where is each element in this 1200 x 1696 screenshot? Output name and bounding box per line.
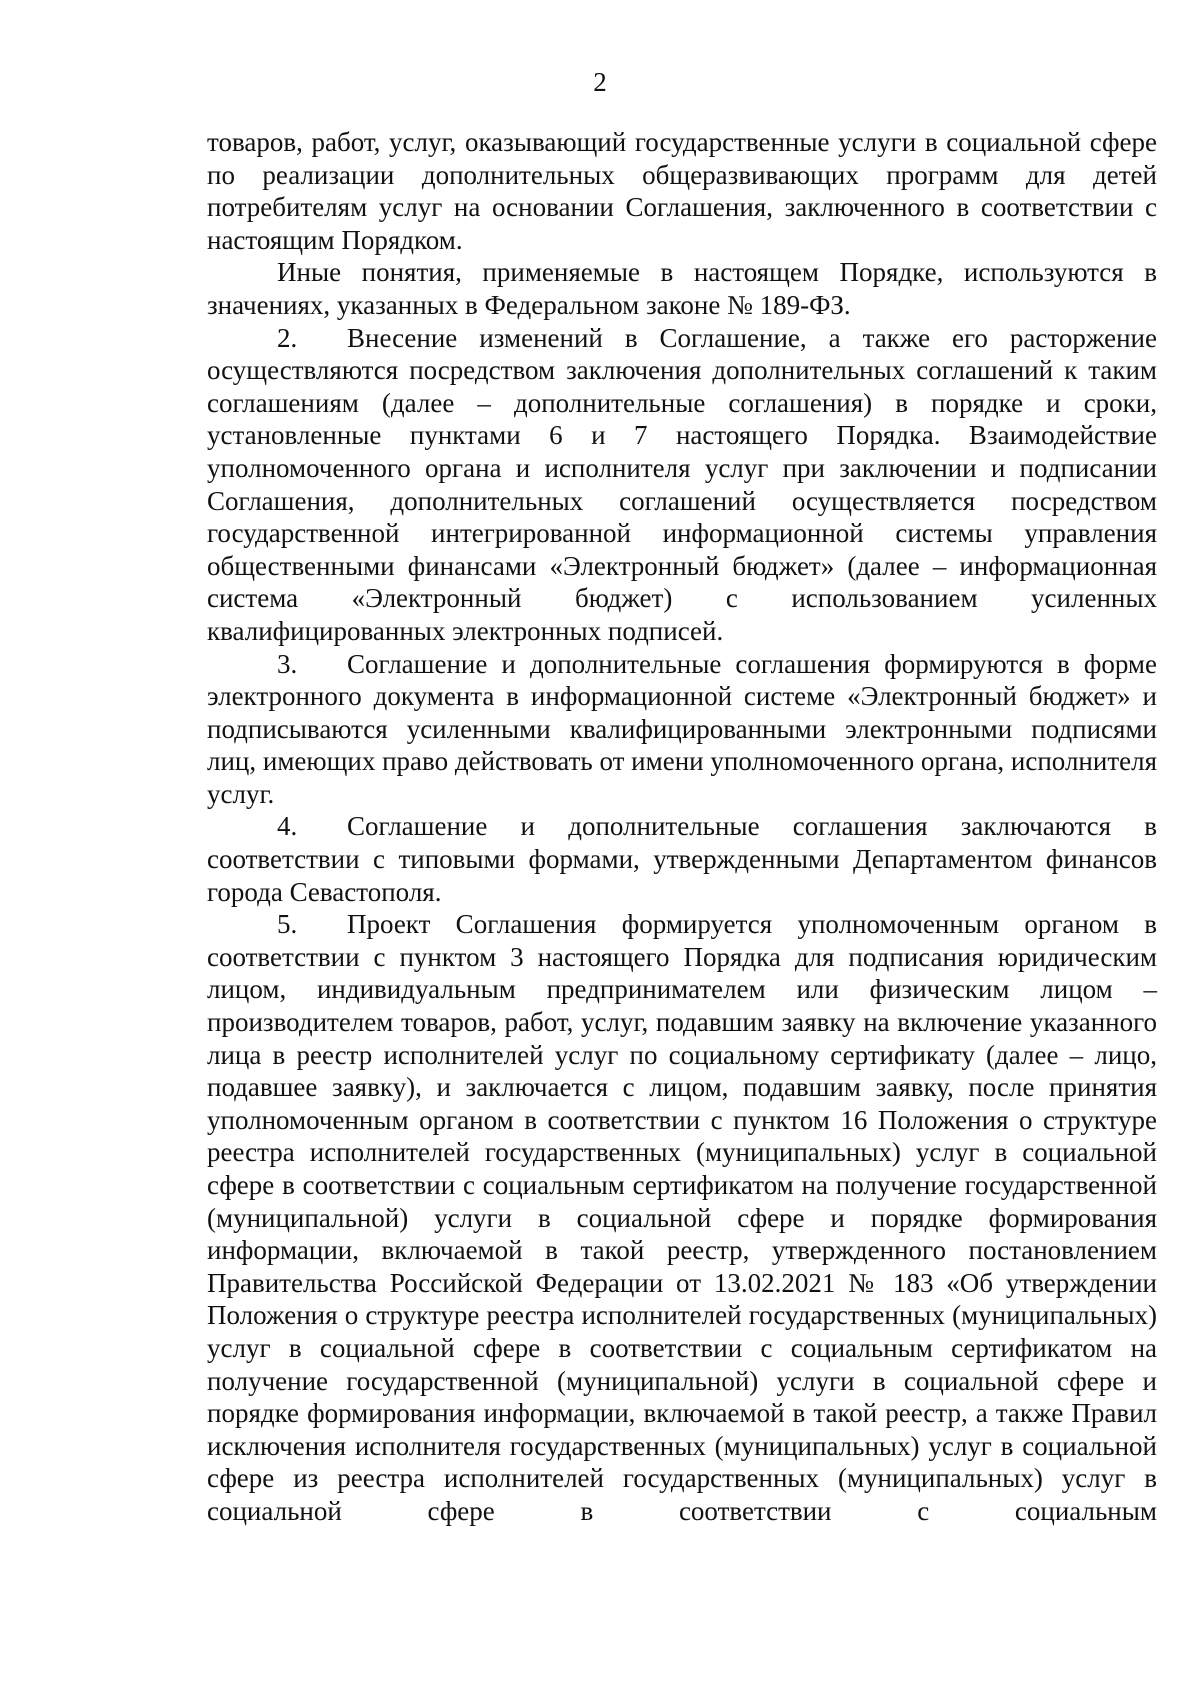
paragraph-item-2 [207, 322, 1157, 648]
paragraph-text: Проект Соглашения формируется уполномоченным органом в соответствии с пунктом 3 настоящего Порядка для подписания юридическим лицом, индивидуальным предпринимателем или физическим лицом – производителем товаров, работ, услуг, подавшим заявку на включение указанного лица в реестр исполнителей услуг по социальному сертификату (далее – лицо, подавшее заявку), и заключается с лицом, подавшим заявку, после принятия уполномоченным органом в соответствии с пунктом 16 Положения о структуре реестра исполнителей государственных (муниципальных) услуг в социальной сфере в соответствии с социальным сертификатом на получение государственной (муниципальной) услуги в социальной сфере и порядке формирования информации, включаемой в такой реестр, утвержденного постановлением Правительства Российской Федерации от 13.02.2021 № 183 «Об утверждении Положения о структуре реестра исполнителей государственных (муниципальных) услуг в социальной сфере в соответствии с социальным сертификатом на получение государственной (муниципальной) услуги в социальной сфере и порядке формирования информации, включаемой в такой реестр, а также Правил исключения исполнителя государственных (муниципальных) услуг в социальной сфере из реестра исполнителей государственных (муниципальных) услуг в социальной сфере в соответствии с социальным [207, 909, 1157, 1526]
paragraph-text: Соглашение и дополнительные соглашения формируются в форме электронного документа в информационной системе «Электронный бюджет» и подписываются усиленными квалифицированными электронными подписями лиц, имеющих право действовать от имени уполномоченного органа, исполнителя услуг. [207, 648, 1157, 809]
paragraph-continuation [207, 126, 1157, 256]
paragraph-text: товаров, работ, услуг, оказывающий государственные услуги в социальной сфере по реализации дополнительных общеразвивающих программ для детей потребителям услуг на основании Соглашения, заключенного в соответствии с настоящим Порядком. [207, 127, 1157, 255]
paragraph-number: 4. [277, 811, 298, 842]
paragraph-number: 5. [277, 909, 298, 940]
document-body [207, 126, 1157, 1528]
paragraph-number: 3. [277, 648, 298, 679]
paragraph-text: Внесение изменений в Соглашение, а также его расторжение осуществляются посредством заключения дополнительных соглашений к таким соглашениям (далее – дополнительные соглашения) в порядке и сроки, установленные пунктами 6 и 7 настоящего Порядка. Взаимодействие уполномоченного органа и исполнителя услуг при заключении и подписании Соглашения, дополнительных соглашений осуществляется посредством государственной интегрированной информационной системы управления общественными финансами «Электронный бюджет» (далее – информационная система «Электронный бюджет) с использованием усиленных квалифицированных электронных подписей. [207, 322, 1157, 646]
paragraph-item-3 [207, 648, 1157, 811]
paragraph-item-4 [207, 810, 1157, 908]
paragraph-text: Иные понятия, применяемые в настоящем Порядке, используются в значениях, указанных в Федеральном законе № 189-ФЗ. [207, 257, 1157, 320]
page-number: 2 [593, 67, 607, 97]
paragraph-definitions [207, 256, 1157, 321]
paragraph-item-5 [207, 908, 1157, 1527]
paragraph-number: 2. [277, 322, 298, 353]
paragraph-text: Соглашение и дополнительные соглашения заключаются в соответствии с типовыми формами, утвержденными Департаментом финансов города Севастополя. [207, 811, 1157, 907]
